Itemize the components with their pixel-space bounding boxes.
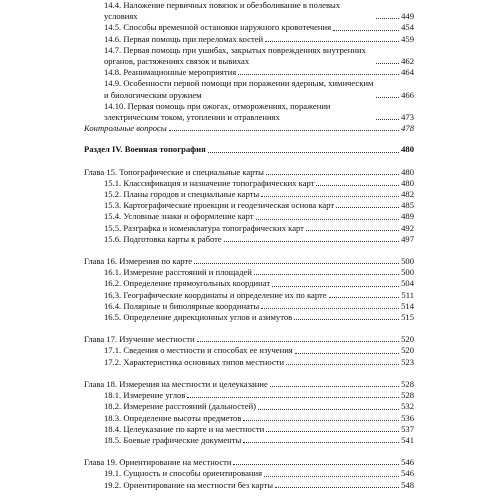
toc-entry-15-3: [84, 200, 414, 211]
toc-entry-14-10: [84, 101, 414, 123]
dot-leader: [256, 219, 400, 220]
dot-leader: [238, 74, 399, 75]
toc-entry-title: Глава 17. Изучение местности: [84, 334, 195, 345]
toc-entry-r4: [84, 144, 414, 155]
toc-entry-page-number: 485: [401, 200, 414, 211]
toc-entry-page-number: 546: [401, 457, 414, 468]
toc-entry-title: 14.6. Первая помощь при переломах костей: [104, 33, 264, 44]
toc-entry-page-number: 500: [401, 267, 414, 278]
dot-leader: [295, 353, 399, 354]
dot-leader: [266, 174, 399, 175]
toc-entry-title: 15.4. Условные знаки и оформление карт: [104, 211, 254, 222]
toc-entry-title: 15.1. Классификация и назначение топографических карт: [104, 177, 315, 188]
toc-entry-15-4: [84, 211, 414, 222]
toc-entry-page-number: 478: [401, 123, 414, 134]
toc-entry-page-number: 528: [401, 390, 414, 401]
toc-entry-16-3: [84, 290, 414, 301]
dot-leader: [336, 207, 399, 208]
dot-leader: [197, 341, 400, 342]
toc-entry-15-6: [84, 234, 414, 245]
dot-leader: [266, 431, 399, 432]
dot-leader: [224, 241, 399, 242]
toc-entry-title: 19.2. Ориентирование на местности без карты: [104, 479, 274, 490]
toc-entry-title: 16.4. Полярные и биполярные координаты: [104, 300, 260, 311]
toc-entry-title: 18.2. Измерение расстояний (дальностей): [104, 401, 257, 412]
dot-leader: [376, 18, 399, 19]
dot-leader: [265, 41, 399, 42]
dot-leader: [261, 308, 399, 309]
toc-entry-page-number: 548: [401, 479, 414, 490]
dot-leader: [208, 152, 399, 153]
dot-leader: [270, 386, 399, 387]
toc-entry-page-number: 480: [401, 144, 414, 155]
toc-entry-19-1: [84, 468, 414, 479]
toc-entry-kv: [84, 123, 414, 134]
toc-entry-page-number: 515: [401, 312, 414, 323]
toc-entry-title: 17.1. Сведения о местности и способах ее изучения: [104, 345, 293, 356]
toc-entry-page-number: 497: [401, 233, 414, 244]
toc-entry-g19: [84, 457, 414, 468]
dot-leader: [243, 420, 399, 421]
toc-entry-18-1: [84, 390, 414, 401]
toc-entry-g17: [84, 334, 414, 345]
dot-leader: [233, 464, 399, 465]
toc-entry-page-number: 500: [401, 256, 414, 267]
dot-leader: [306, 230, 399, 231]
toc-entry-14-9: [84, 78, 414, 100]
toc-entry-title: 18.3. Определение высоты предметов: [104, 412, 242, 423]
toc-entry-page-number: 459: [401, 33, 414, 44]
toc-entry-title: 14.10. Первая помощь при ожогах, отморожениях, поражении электрическим током, утоплении и отравлениях: [104, 100, 331, 123]
toc-entry-19-2: [84, 480, 414, 491]
dot-leader: [243, 442, 399, 443]
toc-entry-page-number: 514: [401, 300, 414, 311]
toc-entry-page-number: 449: [401, 11, 414, 22]
toc-entry-page-number: 480: [401, 166, 414, 177]
toc-entry-page-number: 504: [401, 278, 414, 289]
toc-entry-g18: [84, 379, 414, 390]
dot-leader: [294, 319, 399, 320]
toc-entry-page-number: 546: [401, 468, 414, 479]
toc-entry-title: 15.2. Планы городов и специальные карты: [104, 189, 260, 200]
toc-entry-title: 15.5. Разграфка и номенклатура топографических карт: [104, 222, 304, 233]
toc-entry-title: 15.6. Подготовка карты к работе: [104, 233, 222, 244]
toc-entry-18-4: [84, 424, 414, 435]
toc-entry-title: Раздел IV. Военная топография: [84, 144, 206, 155]
toc-entry-18-3: [84, 413, 414, 424]
toc-entry-18-2: [84, 401, 414, 412]
toc-entry-16-5: [84, 312, 414, 323]
toc-entry-page-number: 492: [401, 222, 414, 233]
toc-entry-16-2: [84, 278, 414, 289]
toc-entry-18-5: [84, 435, 414, 446]
dot-leader: [258, 409, 399, 410]
toc-entry-page-number: 482: [401, 189, 414, 200]
toc-entry-15-1: [84, 178, 414, 189]
toc-entry-title: Глава 18. Измерения на местности и целеуказание: [84, 378, 268, 389]
dot-leader: [254, 274, 399, 275]
toc-entry-page-number: 489: [401, 211, 414, 222]
toc-entry-title: 17.2. Характеристика основных типов местности: [104, 356, 285, 367]
toc-entry-15-5: [84, 223, 414, 234]
toc-entry-g16: [84, 256, 414, 267]
toc-entry-g15: [84, 167, 414, 178]
dot-leader: [376, 63, 399, 64]
toc-entry-title: Глава 15. Топографические и специальные карты: [84, 166, 264, 177]
toc-entry-title: 16.1. Измерение расстояний и площадей: [104, 267, 252, 278]
toc-entry-page-number: 523: [401, 356, 414, 367]
toc-entry-page-number: 464: [401, 67, 414, 78]
toc-entry-14-5: [84, 22, 414, 33]
dot-leader: [329, 297, 400, 298]
toc-entry-14-8: [84, 67, 414, 78]
dot-leader: [194, 263, 399, 264]
dot-leader: [187, 397, 399, 398]
toc-entry-title: 15.3. Картографические проекции и геодезическая основа карт: [104, 200, 335, 211]
toc-entry-title: 19.1. Сущность и способы ориентирования: [104, 468, 263, 479]
toc-entry-title: Глава 19. Ориентирование на местности: [84, 457, 232, 468]
dot-leader: [261, 196, 399, 197]
toc-entry-15-2: [84, 189, 414, 200]
dot-leader: [272, 286, 399, 287]
toc-entry-page-number: 541: [401, 434, 414, 445]
toc-entry-title: Глава 16. Измерения по карте: [84, 256, 193, 267]
toc-entry-16-4: [84, 301, 414, 312]
toc-entry-17-1: [84, 345, 414, 356]
toc-entry-title: 16.3. Географические координаты и определение их по карте: [104, 289, 327, 300]
dot-leader: [376, 97, 399, 98]
toc-entry-title: 14.9. Особенности первой помощи при поражении ядерным, химическим и биологическим оружием: [104, 78, 374, 100]
toc-entry-16-1: [84, 267, 414, 278]
dot-leader: [169, 130, 399, 131]
toc-entry-14-6: [84, 34, 414, 45]
table-of-contents: [84, 0, 414, 491]
toc-entry-14-4: [84, 0, 414, 22]
toc-entry-page-number: 466: [401, 89, 414, 100]
toc-entry-title: 18.1. Измерение углов: [104, 390, 186, 401]
toc-entry-page-number: 528: [401, 378, 414, 389]
dot-leader: [264, 476, 399, 477]
toc-entry-title: 16.2. Определение прямоугольных координат: [104, 278, 271, 289]
dot-leader: [376, 119, 399, 120]
dot-leader: [275, 487, 399, 488]
toc-entry-page-number: 537: [401, 423, 414, 434]
toc-entry-page-number: 473: [401, 112, 414, 123]
toc-entry-page-number: 511: [401, 289, 414, 300]
toc-entry-page-number: 480: [401, 177, 414, 188]
toc-entry-page-number: 532: [401, 401, 414, 412]
toc-entry-title: 16.5. Определение дирекционных углов и азимутов: [104, 312, 293, 323]
toc-entry-title: Контрольные вопросы: [84, 123, 167, 134]
toc-entry-title: 14.5. Способы временной остановки наружного кровотечения: [104, 22, 332, 33]
toc-entry-title: 18.5. Боевые графические документы: [104, 434, 242, 445]
toc-entry-title: 14.7. Первая помощь при ушибах, закрытых повреждениях внутренних органов, растяжениях связок и вывихах: [104, 44, 366, 67]
toc-entry-title: 14.8. Реанимационные мероприятия: [104, 67, 237, 78]
toc-entry-17-2: [84, 357, 414, 368]
toc-entry-title: 18.4. Целеуказание по карте и на местности: [104, 423, 265, 434]
dot-leader: [333, 30, 399, 31]
toc-entry-page-number: 454: [401, 22, 414, 33]
toc-entry-14-7: [84, 45, 414, 67]
toc-entry-title: 14.4. Наложение первичных повязок и обезболивание в полевых условиях: [104, 0, 341, 22]
toc-entry-page-number: 520: [401, 345, 414, 356]
toc-entry-page-number: 520: [401, 334, 414, 345]
dot-leader: [286, 364, 399, 365]
toc-entry-page-number: 536: [401, 412, 414, 423]
dot-leader: [316, 185, 399, 186]
toc-entry-page-number: 462: [401, 56, 414, 67]
